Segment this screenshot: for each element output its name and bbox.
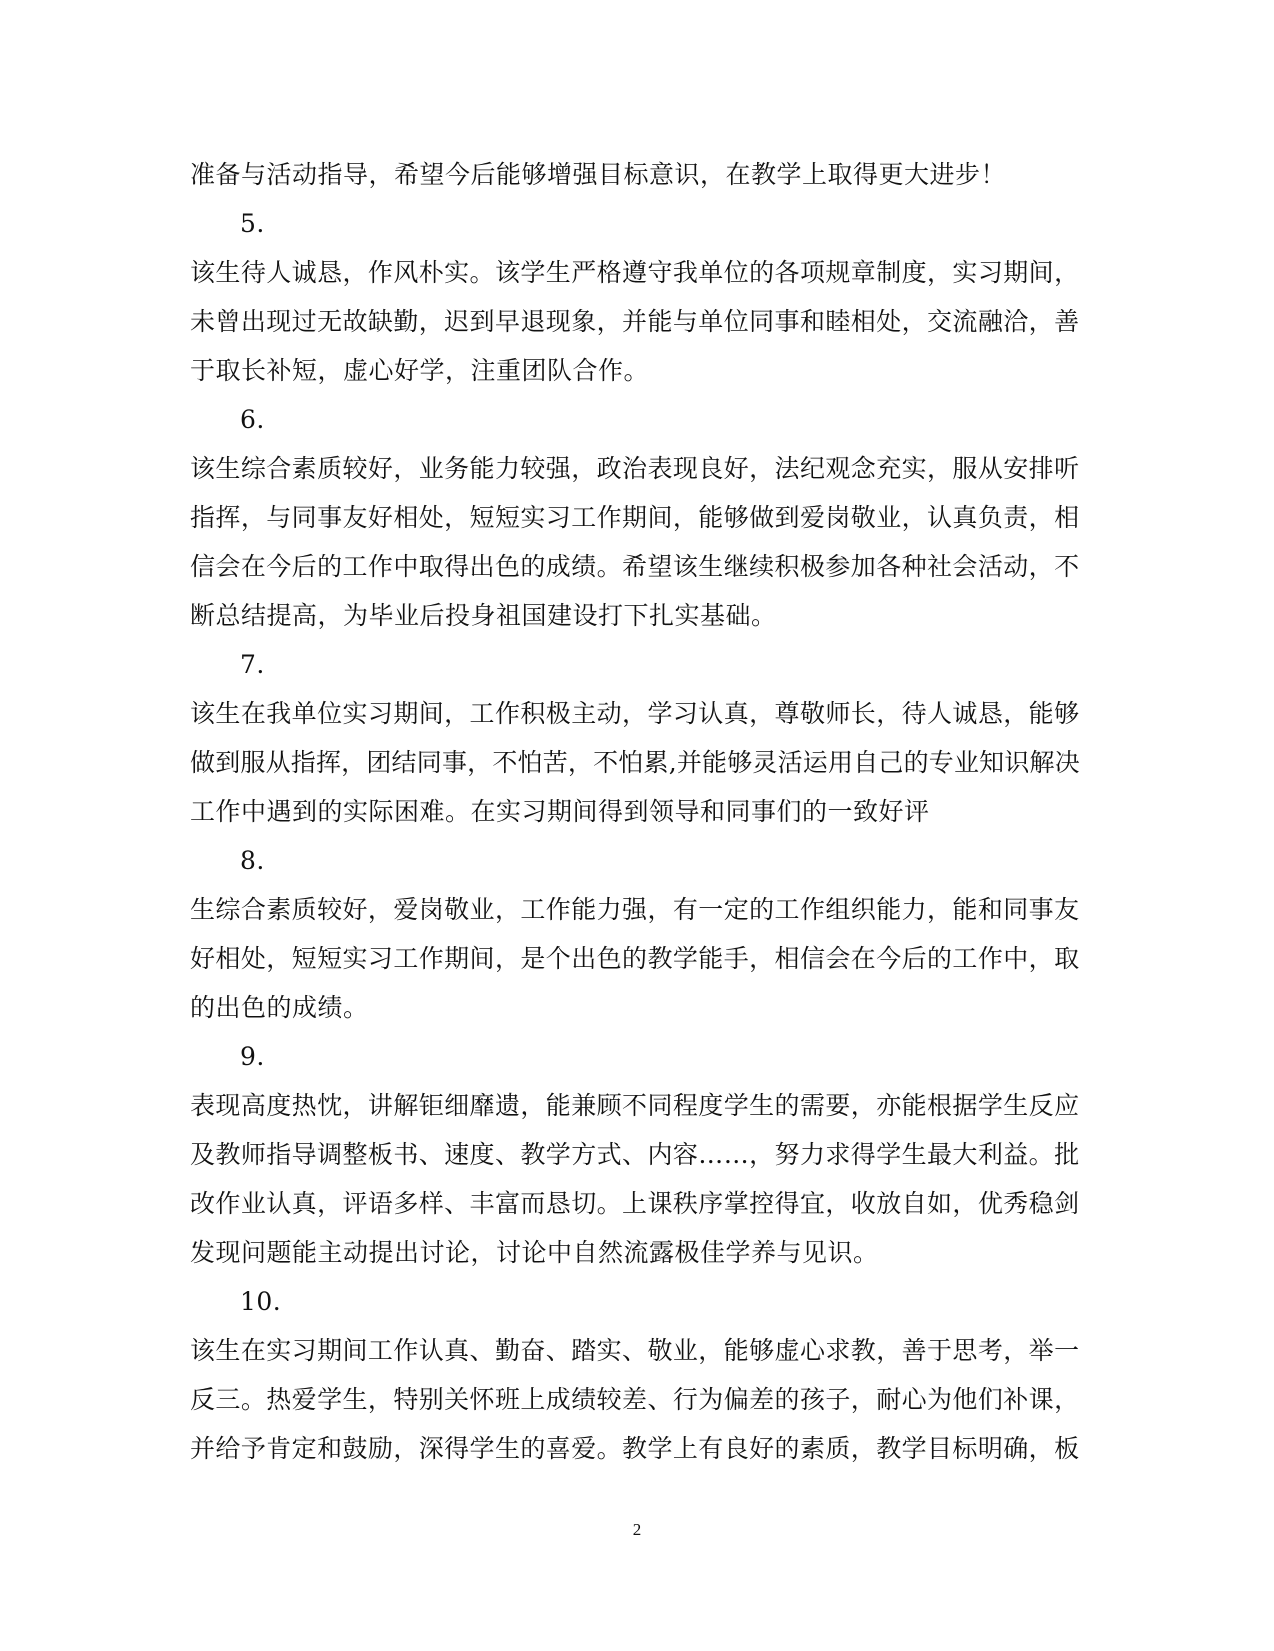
text-line: 反三。热爱学生，特别关怀班上成绩较差、行为偏差的孩子，耐心为他们补课，	[190, 1385, 1080, 1414]
text-line: 表现高度热忱，讲解钜细靡遗，能兼顾不同程度学生的需要，亦能根据学生反应	[190, 1091, 1080, 1120]
item-number: 9.	[240, 1042, 265, 1071]
text-line: 做到服从指挥，团结同事，不怕苦，不怕累,并能够灵活运用自己的专业知识解决	[190, 748, 1080, 777]
document-body	[190, 150, 1080, 1473]
text-line: 该生待人诚恳，作风朴实。该学生严格遵守我单位的各项规章制度，实习期间，	[190, 258, 1080, 287]
text-line: 信会在今后的工作中取得出色的成绩。希望该生继续积极参加各种社会活动，不	[190, 552, 1080, 581]
text-line: 并给予肯定和鼓励，深得学生的喜爱。教学上有良好的素质，教学目标明确，板	[190, 1434, 1080, 1463]
text-line: 生综合素质较好，爱岗敬业，工作能力强，有一定的工作组织能力，能和同事友	[190, 895, 1080, 924]
text-line: 的出色的成绩。	[190, 993, 369, 1022]
text-line: 该生在实习期间工作认真、勤奋、踏实、敬业，能够虚心求教，善于思考，举一	[190, 1336, 1080, 1365]
page-number: 2	[632, 1520, 642, 1539]
item-number: 10.	[240, 1287, 282, 1316]
item-number: 5.	[240, 209, 265, 238]
text-line: 指挥，与同事友好相处，短短实习工作期间，能够做到爱岗敬业，认真负责，相	[190, 503, 1080, 532]
text-line: 于取长补短，虚心好学，注重团队合作。	[190, 356, 650, 385]
item-number: 6.	[240, 405, 265, 434]
item-number: 8.	[240, 846, 265, 875]
text-line: 该生综合素质较好，业务能力较强，政治表现良好，法纪观念充实，服从安排听	[190, 454, 1080, 483]
text-line: 改作业认真，评语多样、丰富而恳切。上课秩序掌控得宜，收放自如，优秀稳剑	[190, 1189, 1080, 1218]
text-line: 好相处，短短实习工作期间，是个出色的教学能手，相信会在今后的工作中，取	[190, 944, 1080, 973]
text-line: 工作中遇到的实际困难。在实习期间得到领导和同事们的一致好评	[190, 797, 930, 826]
text-line: 及教师指导调整板书、速度、教学方式、内容……，努力求得学生最大利益。批	[190, 1140, 1080, 1169]
text-line: 断总结提高，为毕业后投身祖国建设打下扎实基础。	[190, 601, 777, 630]
item-number: 7.	[240, 650, 265, 679]
text-line: 准备与活动指导，希望今后能够增强目标意识，在教学上取得更大进步！	[190, 160, 1007, 189]
text-line: 该生在我单位实习期间，工作积极主动，学习认真，尊敬师长，待人诚恳，能够	[190, 699, 1080, 728]
text-line: 未曾出现过无故缺勤，迟到早退现象，并能与单位同事和睦相处，交流融洽，善	[190, 307, 1080, 336]
text-line: 发现问题能主动提出讨论，讨论中自然流露极佳学养与见识。	[190, 1238, 879, 1267]
